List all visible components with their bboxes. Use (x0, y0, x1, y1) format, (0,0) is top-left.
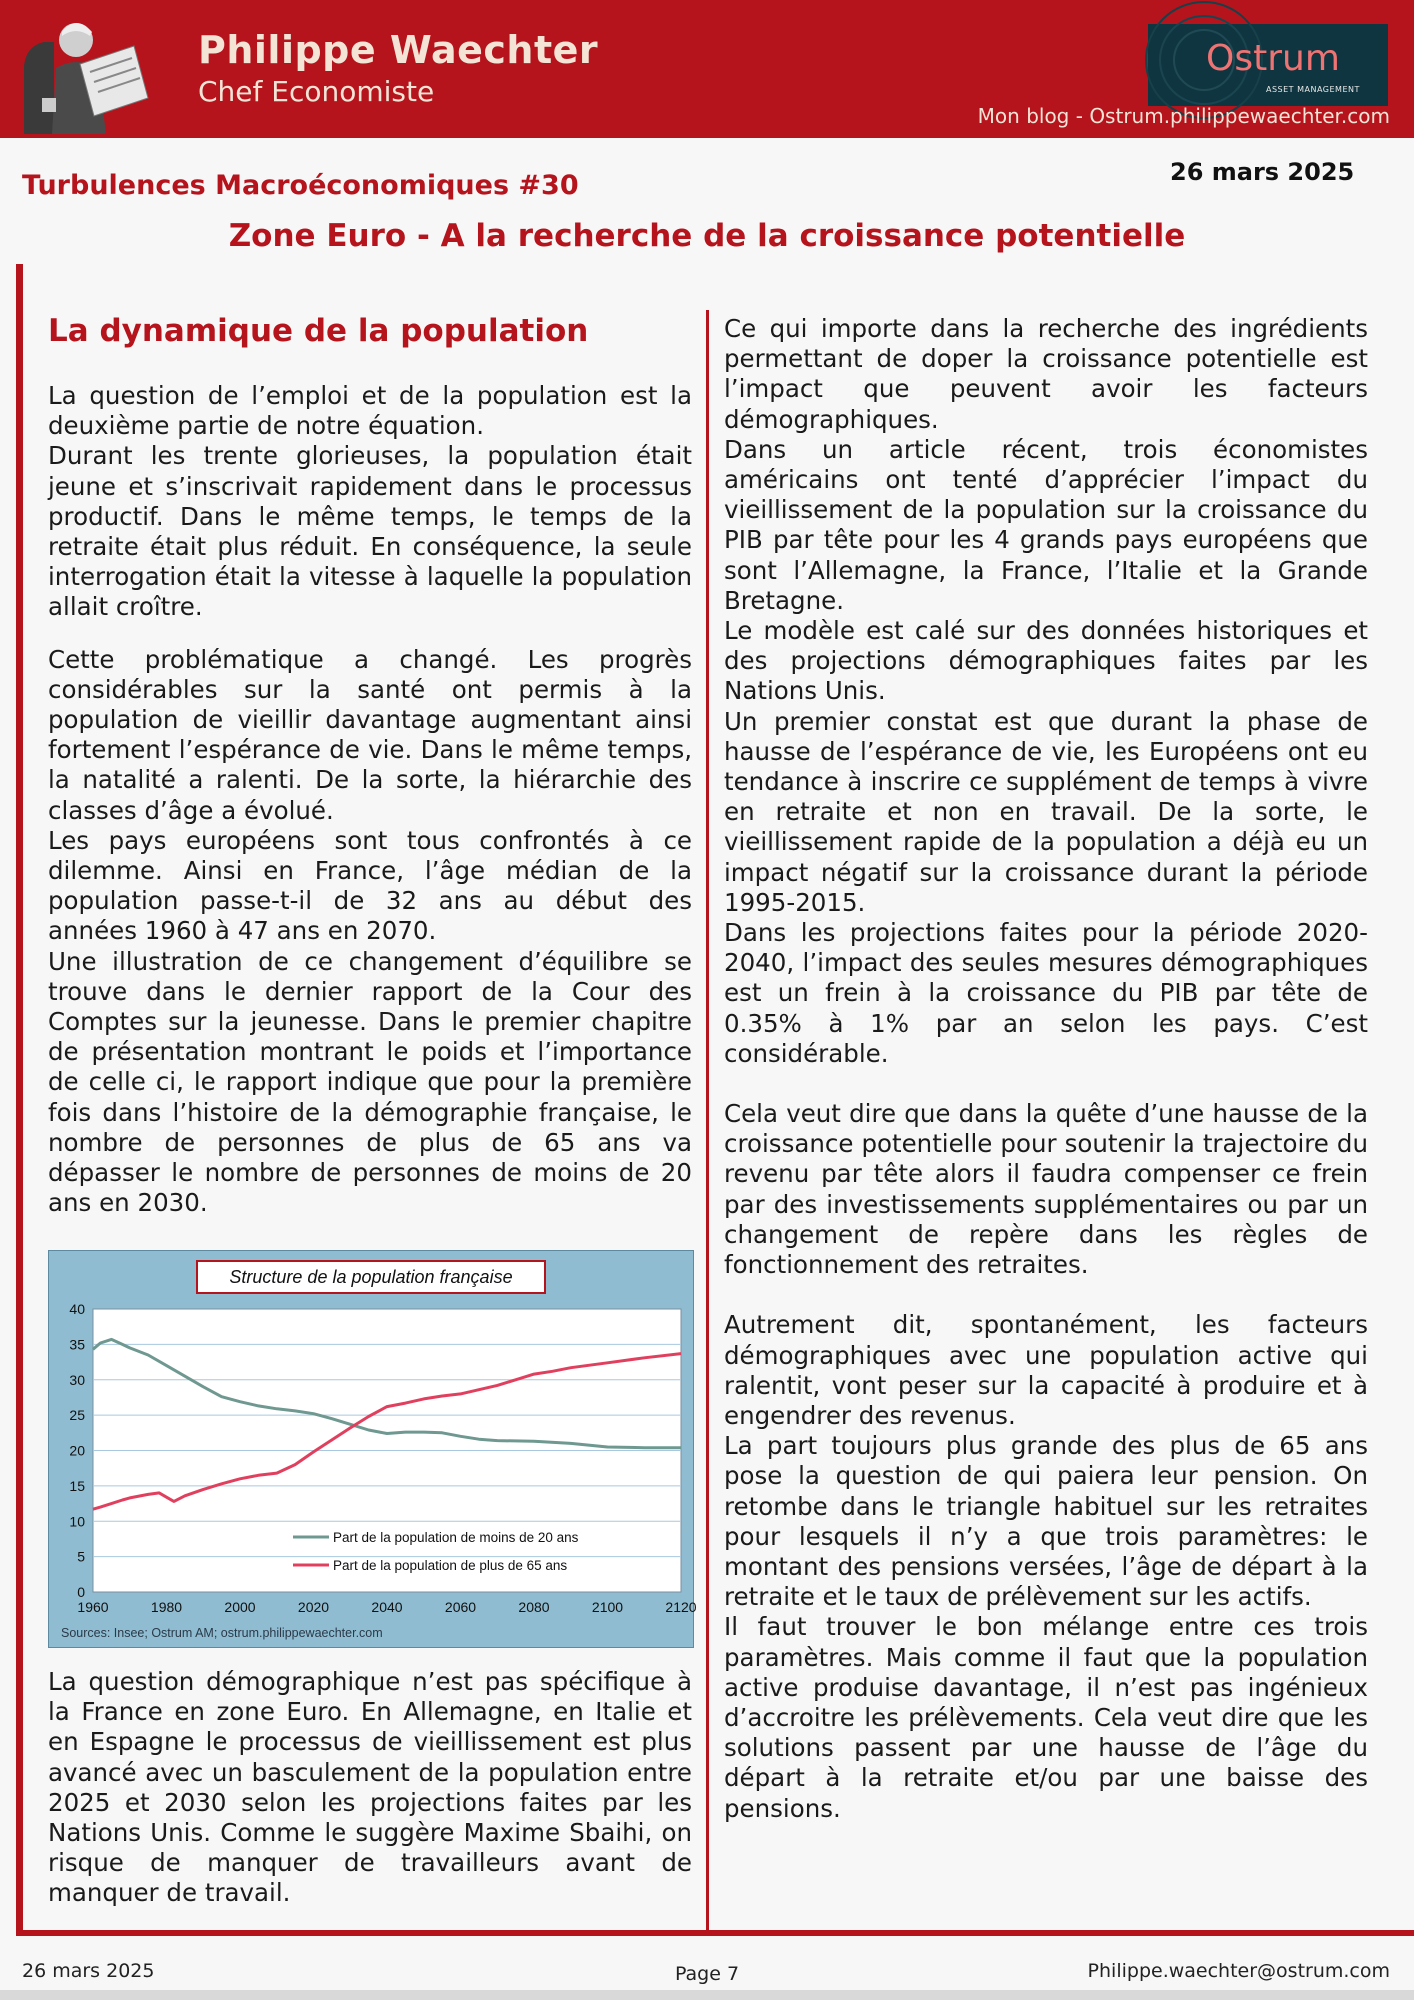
paragraph: Le modèle est calé sur des données historiques et des projections démographiques faites par les Nations Unis. (724, 616, 1368, 706)
footer-email-link[interactable]: Philippe.waechter@ostrum.com (1087, 1960, 1390, 1982)
paragraph: Une illustration de ce changement d’équilibre se trouve dans le dernier rapport de la Cour des Comptes sur la jeunesse. Dans le premier chapitre de présentation montrant le poids et l’importance de celle ci, le rapport indique que pour la première fois dans l’histoire de la démographie française, le nombre de personnes de plus de 65 ans va dépasser le nombre de personnes de moins de 20 ans en 2030. (48, 946, 692, 1218)
paragraph: La question démographique n’est pas spécifique à la France en zone Euro. En Allemagne, en Italie et en Espagne le processus de vieillissement est plus avancé avec un basculement de la population entre 2025 et 2030 selon les projections faites par les Nations Unis. Comme le suggère Maxime Sbaihi, on risque de manquer de travailleurs avant de manquer de travail. (48, 1667, 692, 1908)
header-banner (0, 0, 1414, 138)
author-name: Philippe Waechter (198, 28, 599, 72)
y-tick-label: 10 (69, 1513, 85, 1530)
y-tick-label: 15 (69, 1477, 85, 1494)
right-column-text (724, 314, 1368, 1824)
chart-svg (49, 1251, 697, 1647)
paragraph: Durant les trente glorieuses, la population était jeune et s’inscrivait rapidement dans le processus productif. Dans le même temps, le temps de la retraite était plus réduit. En conséquence, la seule interrogation était la vitesse à laquelle la population allait croître. (48, 441, 692, 622)
x-tick-label: 2020 (297, 1599, 330, 1615)
y-tick-label: 40 (69, 1301, 85, 1317)
paragraph: La part toujours plus grande des plus de 65 ans pose la question de qui paiera leur pension. On retombe dans le triangle habituel sur les retraites pour lesquels il n’y a que trois paramètres: le montant des pensions versées, l’âge de départ à la retraite et le taux de prélèvement sur les actifs. (724, 1431, 1368, 1612)
x-tick-label: 2120 (665, 1599, 697, 1615)
x-tick-label: 2000 (224, 1599, 256, 1615)
paragraph: Les pays européens sont tous confrontés à ce dilemme. Ainsi en France, l’âge médian de la population passe-t-il de 32 ans au début des années 1960 à 47 ans en 2070. (48, 825, 692, 946)
x-tick-label: 2080 (518, 1599, 550, 1615)
population-chart (48, 1250, 697, 1648)
paragraph: Dans les projections faites pour la période 2020-2040, l’impact des seules mesures démographiques est un frein à la croissance du PIB par tête de 0.35% à 1% par an selon les pays. C’est considérable. (724, 918, 1368, 1068)
x-tick-label: 1980 (150, 1599, 183, 1615)
page-number: Page 7 (674, 1963, 740, 1985)
paragraph: Il faut trouver le bon mélange entre ces trois paramètres. Mais comme il faut que la population active produise davantage, il n’est pas ingénieux d’accroitre les prélèvements. Cela veut dire que les solutions passent par une hausse de l’âge du départ à la retraite et/ou par une baisse des pensions. (724, 1612, 1368, 1823)
y-tick-label: 25 (69, 1407, 85, 1424)
page-title: Zone Euro - A la recherche de la croissance potentielle (228, 218, 1186, 254)
paragraph: La question de l’emploi et de la population est la deuxième partie de notre équation. (48, 381, 692, 441)
paragraph: Ce qui importe dans la recherche des ingrédients permettant de doper la croissance potentielle est l’impact que peuvent avoir les facteurs démographiques. (724, 314, 1368, 434)
legend-label: Part de la population de plus de 65 ans (333, 1558, 568, 1573)
left-accent-rule (16, 264, 23, 1936)
x-tick-label: 1960 (77, 1599, 109, 1615)
y-tick-label: 35 (69, 1336, 85, 1353)
bottom-strip (0, 1990, 1414, 2000)
x-tick-label: 2100 (591, 1599, 624, 1615)
paragraph: Cela veut dire que dans la quête d’une hausse de la croissance potentielle pour soutenir la trajectoire du revenu par tête alors il faudra compenser ce frein par des investissements supplémentaires ou par un changement de repère dans les règles de fonctionnement des retraites. (724, 1099, 1368, 1280)
blog-link[interactable]: Mon blog - Ostrum.philippewaechter.com (977, 104, 1390, 128)
series-title: Turbulences Macroéconomiques #30 (22, 170, 579, 201)
left-column-text-bottom (48, 1667, 692, 1909)
paragraph: Cette problématique a changé. Les progrès considérables sur la santé ont permis à la population de vieillir davantage augmentant ainsi fortement l’espérance de vie. Dans le même temps, la natalité a ralenti. De la sorte, la hiérarchie des classes d’âge a évolué. (48, 644, 692, 825)
left-column-text (48, 381, 692, 1218)
paragraph: Dans un article récent, trois économistes américains ont tenté d’apprécier l’impact du vieillissement de la population sur la croissance du PIB par tête pour les 4 grands pays européens que sont l’Allemagne, la France, l’Italie et la Grande Bretagne. (724, 434, 1368, 615)
paragraph: Un premier constat est que durant la phase de hausse de l’espérance de vie, les Européens ont eu tendance à inscrire ce supplément de temps à vivre en retraite et non en travail. De la sorte, le vieillissement rapide de la population a déjà eu un impact négatif sur la croissance durant la période 1995-2015. (724, 706, 1368, 917)
y-tick-label: 30 (69, 1371, 85, 1388)
bottom-accent-rule (16, 1930, 1414, 1936)
column-divider (706, 310, 709, 1936)
chart-source: Sources: Insee; Ostrum AM; ostrum.philippewaechter.com (61, 1626, 383, 1640)
logo-subtext: ASSET MANAGEMENT (1266, 85, 1360, 94)
ostrum-logo (1148, 24, 1388, 106)
publication-date: 26 mars 2025 (1170, 158, 1355, 186)
section-heading: La dynamique de la population (48, 313, 589, 349)
logo-text: Ostrum (1206, 38, 1340, 79)
chart-title: Structure de la population française (229, 1267, 513, 1287)
y-tick-label: 0 (77, 1584, 85, 1600)
author-role: Chef Economiste (198, 75, 435, 108)
author-portrait-icon (14, 6, 164, 134)
legend-label: Part de la population de moins de 20 ans (333, 1530, 579, 1545)
paragraph: Autrement dit, spontanément, les facteurs démographiques avec une population active qui ralentit, vont peser sur la capacité à produire et à engendrer des revenus. (724, 1310, 1368, 1430)
x-tick-label: 2060 (444, 1599, 477, 1615)
y-tick-label: 5 (77, 1548, 85, 1565)
footer-date: 26 mars 2025 (22, 1960, 155, 1982)
y-tick-label: 20 (69, 1442, 85, 1459)
x-tick-label: 2040 (371, 1599, 403, 1615)
